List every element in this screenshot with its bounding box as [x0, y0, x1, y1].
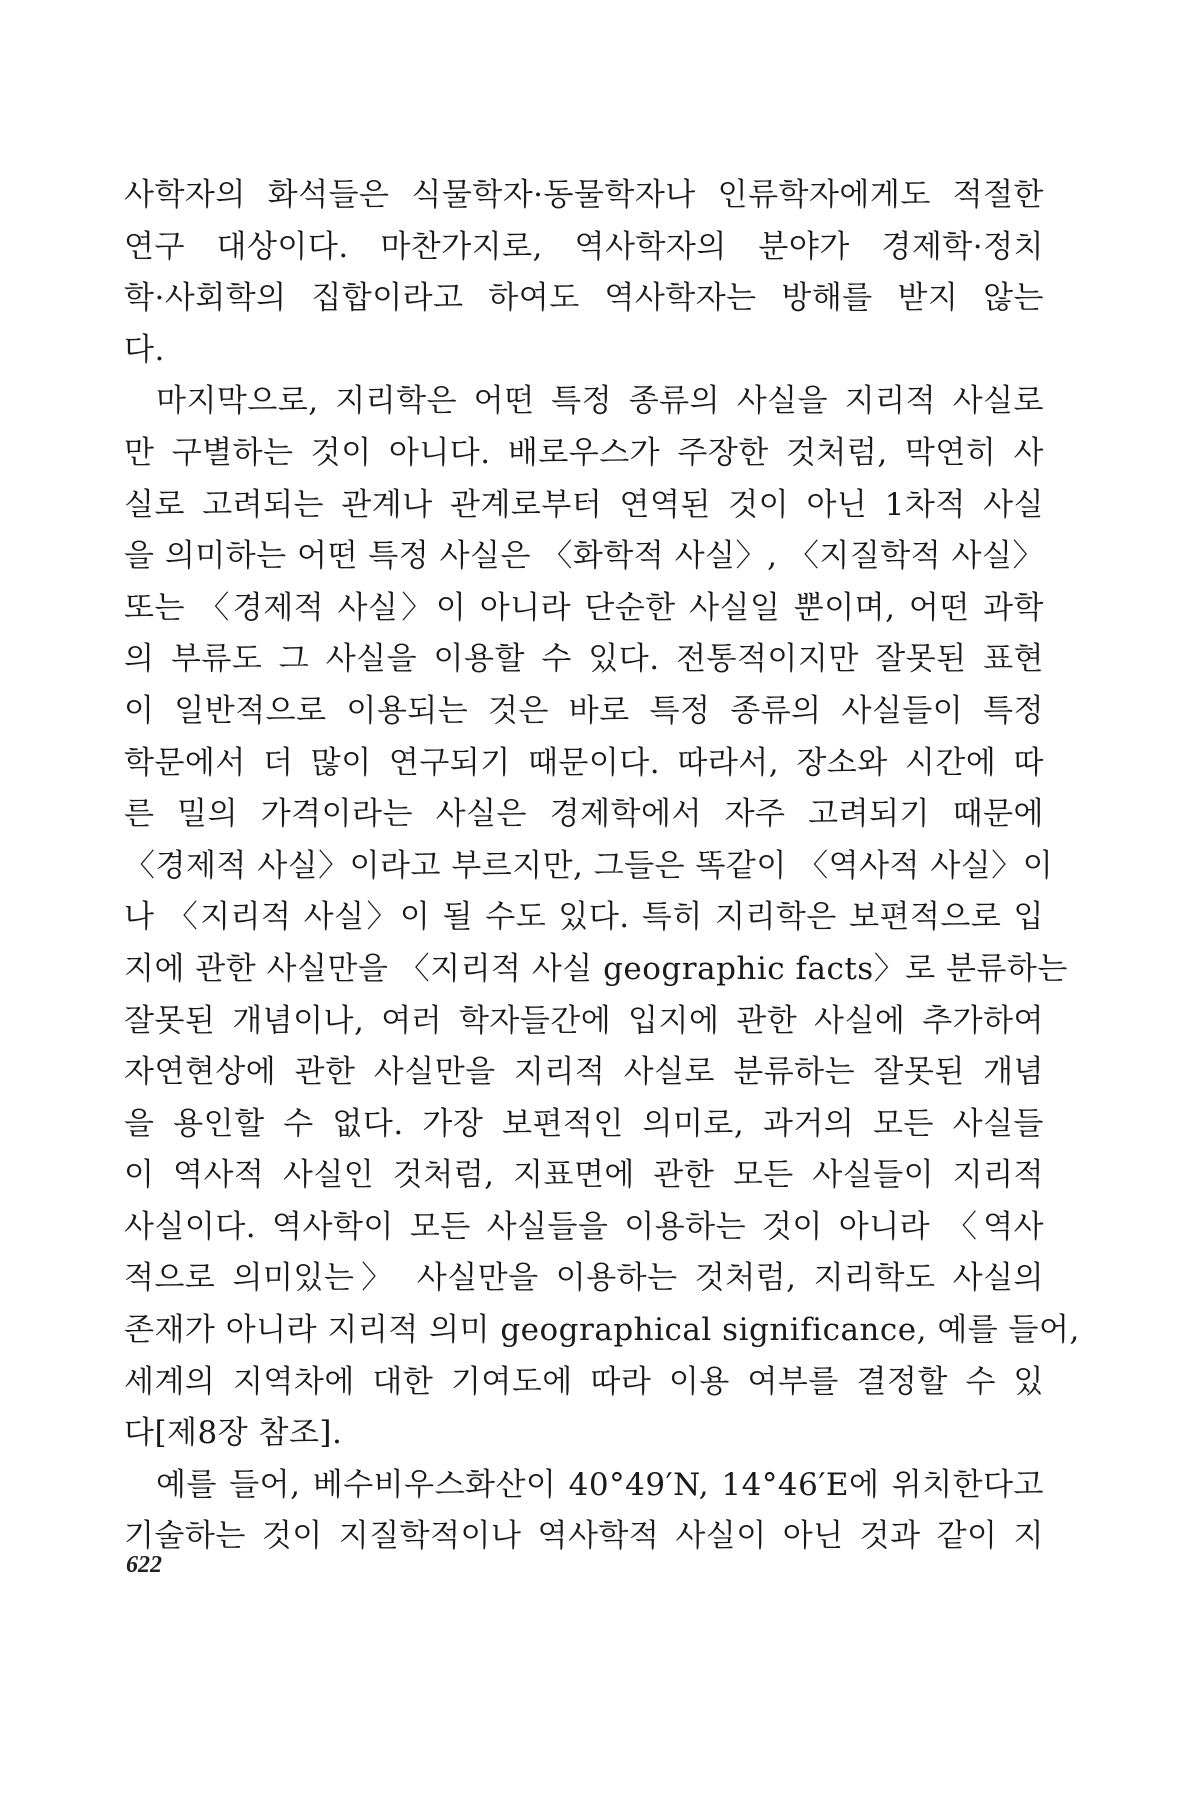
text-line: 사실이다. 역사학이 모든 사실들을 이용하는 것이 아니라 〈역사 — [124, 1208, 1044, 1245]
text-line: 〈경제적 사실〉이라고 부르지만, 그들은 똑같이 〈역사적 사실〉이 — [124, 847, 1054, 884]
text-line: 지에 관한 사실만을 〈지리적 사실 geographic facts〉로 분류하는 — [124, 950, 1068, 987]
text-line: 만 구별하는 것이 아니다. 배로우스가 주장한 것처럼, 막연히 사 — [124, 434, 1044, 471]
text-line: 마지막으로, 지리학은 어떤 특정 종류의 사실을 지리적 사실로 — [156, 383, 1044, 420]
text-line: 이 역사적 사실인 것처럼, 지표면에 관한 모든 사실들이 지리적 — [124, 1157, 1044, 1194]
text-line: 세계의 지역차에 대한 기여도에 따라 이용 여부를 결정할 수 있 — [124, 1363, 1044, 1400]
text-line: 연구 대상이다. 마찬가지로, 역사학자의 분야가 경제학·정치 — [124, 228, 1044, 265]
text-line: 사학자의 화석들은 식물학자·동물학자나 인류학자에게도 적절한 — [124, 177, 1044, 213]
text-line: 예를 들어, 베수비우스화산이 40°49′N, 14°46′E에 위치한다고 — [156, 1466, 1044, 1503]
page-number: 622 — [126, 1552, 162, 1578]
text-line: 또는 〈경제적 사실〉이 아니라 단순한 사실일 뿐이며, 어떤 과학 — [124, 589, 1044, 626]
text-line: 실로 고려되는 관계나 관계로부터 연역된 것이 아닌 1차적 사실 — [124, 486, 1044, 523]
text-line: 이 일반적으로 이용되는 것은 바로 특정 종류의 사실들이 특정 — [124, 692, 1044, 729]
text-line: 자연현상에 관한 사실만을 지리적 사실로 분류하는 잘못된 개념 — [124, 1054, 1044, 1091]
text-line: 나 〈지리적 사실〉이 될 수도 있다. 특히 지리학은 보편적으로 입 — [124, 899, 1044, 936]
body-text — [124, 170, 1080, 1563]
text-line: 다. — [124, 331, 165, 368]
text-line: 존재가 아니라 지리적 의미 geographical significance, 예를 들어, — [124, 1312, 1080, 1349]
text-line: 을 용인할 수 없다. 가장 보편적인 의미로, 과거의 모든 사실들 — [124, 1105, 1044, 1142]
text-line: 잘못된 개념이나, 여러 학자들간에 입지에 관한 사실에 추가하여 — [124, 1002, 1044, 1039]
text-line: 적으로 의미있는〉 사실만을 이용하는 것처럼, 지리학도 사실의 — [124, 1260, 1044, 1297]
text-line: 다[제8장 참조]. — [124, 1415, 343, 1452]
text-line: 의 부류도 그 사실을 이용할 수 있다. 전통적이지만 잘못된 표현 — [124, 641, 1044, 678]
text-line: 학·사회학의 집합이라고 하여도 역사학자는 방해를 받지 않는 — [124, 280, 1044, 317]
text-line: 학문에서 더 많이 연구되기 때문이다. 따라서, 장소와 시간에 따 — [124, 744, 1044, 781]
text-line: 기술하는 것이 지질학적이나 역사학적 사실이 아닌 것과 같이 지 — [124, 1518, 1044, 1555]
text-line: 을 의미하는 어떤 특정 사실은 〈화학적 사실〉, 〈지질학적 사실〉 — [124, 538, 1044, 575]
text-line: 른 밀의 가격이라는 사실은 경제학에서 자주 고려되기 때문에 — [124, 796, 1044, 833]
